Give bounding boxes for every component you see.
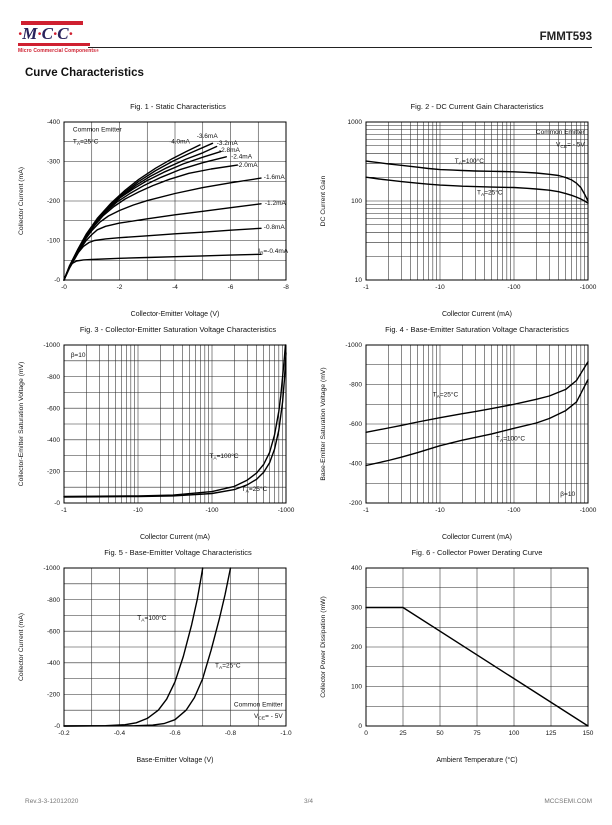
fig5-title: Fig. 5 - Base-Emitter Voltage Characteristics [104, 548, 252, 557]
svg-text:-4.0mA: -4.0mA [168, 138, 190, 146]
svg-text:-200: -200 [348, 500, 362, 508]
svg-text:Common Emitter: Common Emitter [72, 126, 122, 134]
logo-letter: C [57, 23, 69, 43]
svg-text:-1000: -1000 [277, 507, 295, 514]
svg-text:100: 100 [351, 198, 362, 206]
svg-text:-2.8mA: -2.8mA [218, 147, 240, 154]
svg-text:-1000: -1000 [43, 342, 60, 350]
fig5-chart [14, 560, 316, 772]
svg-text:-1.6mA: -1.6mA [263, 174, 285, 182]
logo-tagline: Micro Commercial Components® [18, 47, 100, 54]
svg-text:TA=100°C: $T_A=100^\circ C$ [209, 453, 239, 462]
svg-text:TA=25°C: $T_A=25^\circ C$ [477, 189, 503, 199]
svg-text:100: 100 [508, 730, 520, 737]
svg-text:50: 50 [436, 730, 444, 737]
svg-text:Common Emitter: Common Emitter [233, 701, 283, 709]
svg-text:-600: -600 [348, 421, 362, 429]
svg-text:VCE= - 5V: $V_{CE}= - 5V$ [254, 713, 283, 722]
svg-text:150: 150 [582, 730, 594, 737]
fig6-title: Fig. 6 - Collector Power Derating Curve [411, 548, 543, 557]
fig2-chart [316, 114, 612, 326]
svg-text:-1000: -1000 [579, 284, 597, 291]
svg-text:-10: -10 [435, 284, 445, 291]
svg-text:-100: -100 [507, 507, 521, 514]
logo-dot: · [52, 23, 58, 43]
fig1-title: Fig. 1 - Static Characteristics [130, 102, 226, 111]
svg-text:-1000: -1000 [345, 342, 362, 350]
svg-text:VCE= - 5V: $V_{CE}= - 5V$ [556, 141, 585, 150]
svg-text:TA=25°C: $T_A=25^\circ C$ [72, 138, 99, 147]
svg-text:TA=25°C: $T_A=25^\circ C$ [215, 662, 241, 671]
svg-text:-200: -200 [46, 468, 60, 476]
svg-text:-1.2mA: -1.2mA [264, 200, 286, 207]
svg-text:-1: -1 [363, 507, 369, 514]
svg-text:-200: -200 [46, 691, 60, 699]
svg-text:Common Emitter: Common Emitter [535, 128, 585, 136]
fig4-chart [316, 337, 612, 549]
svg-text:-1000: -1000 [579, 507, 597, 514]
svg-text:TA=100°C: $T_A=100^\circ C$ [495, 435, 526, 445]
header-rule [88, 47, 592, 48]
fig2-title: Fig. 2 - DC Current Gain Characteristics [410, 102, 544, 111]
mcc-logo [18, 21, 102, 54]
svg-text:-800: -800 [46, 596, 60, 604]
svg-text:-0.2: -0.2 [58, 730, 70, 737]
svg-text:-10: -10 [435, 507, 445, 514]
svg-text:-0.8: -0.8 [224, 730, 237, 737]
svg-text:0: 0 [358, 723, 362, 731]
fig3-chart [14, 337, 316, 549]
logo-letters [18, 25, 102, 42]
svg-text:-0: -0 [61, 284, 67, 291]
svg-text:TA=100°C: $T_A=100^\circ C$ [137, 615, 167, 624]
svg-text:Collector Current (mA): Collector Current (mA) [441, 311, 513, 318]
logo-dot: · [37, 23, 42, 43]
svg-text:Collector-Emitter Saturation V: Collector-Emitter Saturation Voltage (mV) [18, 361, 25, 487]
fig2-block [316, 100, 612, 323]
svg-text:DC Current Gain: DC Current Gain [320, 175, 327, 227]
svg-text:TA=100°C: $T_A=100^\circ C$ [454, 158, 484, 167]
svg-text:-300: -300 [46, 158, 60, 166]
svg-text:Collector Current (mA): Collector Current (mA) [18, 167, 25, 235]
svg-text:75: 75 [473, 730, 481, 737]
fig3-block [14, 323, 316, 546]
svg-text:-2.0mA: -2.0mA [236, 162, 258, 169]
svg-text:-3.6mA: -3.6mA [196, 132, 218, 140]
svg-text:-100: -100 [46, 237, 60, 245]
svg-text:-3.2mA: -3.2mA [216, 139, 238, 147]
svg-text:-0: -0 [54, 500, 60, 508]
fig1-chart [14, 114, 316, 326]
footer-page-number: 3/4 [303, 798, 314, 805]
svg-text:-1: -1 [61, 507, 67, 514]
svg-text:Collector Power Dissipation (: Collector Power Dissipation (mW) [320, 596, 327, 698]
svg-text:-100: -100 [205, 507, 219, 514]
svg-text:IB=-0.4mA: $I_B=-0.4mA$ [258, 247, 289, 257]
svg-text:-0.8mA: -0.8mA [263, 224, 285, 232]
svg-text:-400: -400 [46, 660, 60, 667]
fig1-block [14, 100, 316, 323]
svg-text:-1: -1 [363, 284, 369, 291]
svg-text:-4: -4 [172, 284, 178, 291]
svg-text:-0: -0 [54, 277, 60, 285]
svg-text:β=10: β=10 [560, 490, 576, 498]
svg-text:0: 0 [364, 730, 368, 737]
charts-grid [14, 100, 612, 769]
svg-text:Collector Current (mA): Collector Current (mA) [18, 613, 25, 681]
svg-text:-600: -600 [46, 628, 60, 636]
svg-text:-6: -6 [227, 284, 234, 291]
svg-text:Collector Current (mA): Collector Current (mA) [139, 534, 211, 541]
svg-text:-2.4mA: -2.4mA [231, 153, 253, 161]
fig6-block [316, 546, 612, 769]
svg-text:10: 10 [354, 277, 362, 285]
logo-dot: · [18, 23, 23, 43]
svg-text:-200: -200 [46, 198, 60, 206]
svg-text:25: 25 [399, 730, 407, 737]
fig5-block [14, 546, 316, 769]
fig6-chart [316, 560, 612, 772]
part-number: FMMT593 [539, 31, 592, 43]
svg-text:Collector Current (mA): Collector Current (mA) [441, 534, 513, 541]
svg-text:-800: -800 [46, 373, 60, 381]
svg-text:TA=25°C: $T_A=25^\circ C$ [241, 486, 268, 495]
svg-text:β=10: β=10 [70, 351, 86, 359]
svg-text:-8: -8 [283, 284, 289, 291]
logo-bottom-bar [18, 43, 90, 47]
footer-revision: Rev.3-3-12012020 [25, 798, 79, 805]
svg-text:-2: -2 [116, 284, 123, 291]
svg-text:-0.4: -0.4 [113, 730, 126, 737]
footer-website: MCCSEMI.COM [544, 798, 592, 805]
svg-text:125: 125 [545, 730, 557, 737]
svg-text:400: 400 [351, 565, 362, 573]
svg-text:-600: -600 [46, 405, 60, 413]
svg-text:-400: -400 [46, 437, 60, 444]
svg-text:300: 300 [351, 604, 362, 612]
svg-text:Base-Emitter Voltage (V): Base-Emitter Voltage (V) [136, 757, 214, 764]
svg-text:Ambient Temperature (°C): Ambient Temperature (°C) [436, 757, 518, 764]
registered-mark: ® [96, 47, 100, 53]
svg-text:-0: -0 [54, 723, 60, 731]
svg-text:Base-Emitter Saturation Voltag: Base-Emitter Saturation Voltage (mV) [320, 367, 327, 481]
svg-text:-800: -800 [348, 381, 362, 389]
fig4-title: Fig. 4 - Base-Emitter Saturation Voltage Characteristics [385, 325, 569, 334]
logo-dot: · [68, 23, 73, 43]
svg-text:-10: -10 [133, 507, 143, 514]
svg-text:TA=25°C: $T_A=25^\circ C$ [432, 391, 459, 400]
svg-text:-1000: -1000 [43, 565, 60, 573]
logo-letter: C [41, 23, 53, 43]
fig3-title: Fig. 3 - Collector-Emitter Saturation Voltage Characteristics [79, 325, 277, 334]
page-heading: Curve Characteristics [25, 67, 144, 79]
svg-text:100: 100 [351, 683, 362, 691]
svg-text:-0.6: -0.6 [169, 730, 181, 737]
fig4-block [316, 323, 612, 546]
svg-text:-100: -100 [507, 284, 521, 291]
svg-text:200: 200 [351, 644, 362, 652]
svg-text:-1.0: -1.0 [280, 730, 292, 737]
svg-text:-400: -400 [46, 119, 60, 127]
svg-text:-400: -400 [348, 460, 362, 468]
svg-text:Collector-Emitter Voltage (V): Collector-Emitter Voltage (V) [130, 311, 220, 318]
svg-text:1000: 1000 [347, 119, 362, 127]
logo-letter: M [22, 23, 38, 43]
